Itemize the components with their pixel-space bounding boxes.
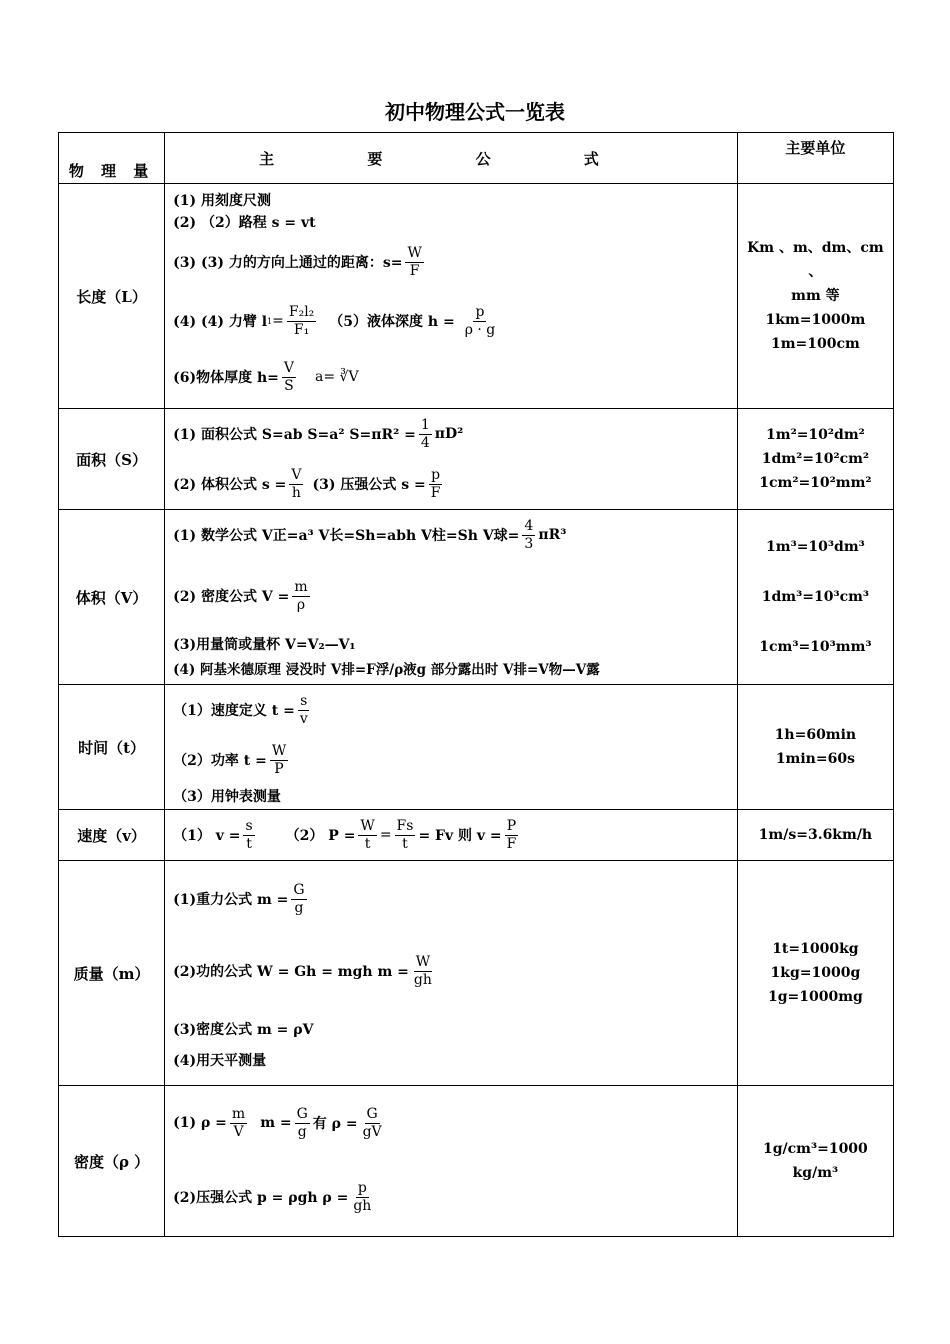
formula-line: (4)用天平测量	[173, 1053, 267, 1069]
formula-line: (1)重力公式 m = $\frac{G}{g}$	[173, 882, 305, 916]
formula-line: (2)压强公式 p = ρgh ρ = $\frac{p}{gh}$	[173, 1180, 372, 1214]
formula-line: (4) 阿基米德原理 浸没时 V排=F浮/ρ液g 部分露出时 V排=V物—V露	[173, 662, 600, 678]
fraction: $\frac{Fs}{t}$	[396, 818, 414, 852]
row-density-formulas	[165, 1086, 738, 1237]
formula-table	[58, 132, 894, 1237]
fraction: $\frac{V}{h}$	[291, 467, 302, 501]
formula-line: （1） v = $\frac{s}{t}$ （2） P = $\frac{W}{t}$ = $\frac{Fs}{t}$ = Fv 则 v = $\frac{P}{F}$	[173, 818, 517, 852]
row-volume-units: 1m³=10³dm³ 1dm³=10³cm³ 1cm³=10³mm³	[737, 510, 893, 685]
formula-line: (4) (4) 力臂 l 1 = $\frac{\text{F₂l₂}}{\text{F₁}}$ （5）液体深度 h = $\frac{p}{\rho \cdot g}$	[173, 304, 496, 338]
row-length-name: 长度（L）	[59, 184, 165, 409]
header-quantity: 物 理 量	[59, 133, 165, 184]
row-density-units: 1g/cm³=1000 kg/m³	[737, 1086, 893, 1237]
row-length-formulas	[165, 184, 738, 409]
fraction: $\frac{V}{S}$	[283, 360, 295, 394]
row-speed-name: 速度（v）	[59, 810, 165, 861]
formula-line: (2)功的公式 W = Gh = mgh m = $\frac{W}{gh}$	[173, 954, 432, 988]
row-speed-units: 1m/s=3.6km/h	[737, 810, 893, 861]
formula-line: (3)用量筒或量杯 V=V₂—V₁	[173, 637, 356, 653]
formula-line: (6)物体厚度 h= $\frac{V}{S}$ a= ∛V	[173, 360, 359, 394]
fraction: $\frac{G}{g}$	[296, 1106, 308, 1140]
formula-line: (3) (3) 力的方向上通过的距离：s= $\frac{W}{F}$	[173, 245, 422, 279]
formula-line: (3)密度公式 m = ρV	[173, 1022, 314, 1038]
formula-line: (1) 用刻度尺测	[173, 193, 271, 209]
fraction: $\frac{W}{t}$	[360, 818, 375, 852]
table-row	[59, 685, 894, 810]
page-title: 初中物理公式一览表	[385, 100, 565, 124]
row-area-name: 面积（S）	[59, 409, 165, 510]
row-time-formulas	[165, 685, 738, 810]
fraction: $\frac{W}{F}$	[407, 245, 422, 279]
row-speed-formulas	[165, 810, 738, 861]
row-area-units: 1m²=10²dm² 1dm²=10²cm² 1cm²=10²mm²	[737, 409, 893, 510]
header-formulas: 主 要 公 式	[165, 133, 738, 184]
row-time-name: 时间（t）	[59, 685, 165, 810]
table-row	[59, 409, 894, 510]
formula-line: （2）功率 t = $\frac{W}{P}$	[173, 743, 287, 777]
header-units: 主要单位	[737, 133, 893, 184]
table-row	[59, 510, 894, 685]
formula-line: (2) 密度公式 V = $\frac{m}{\rho}$	[173, 579, 308, 613]
fraction: $\frac{W}{P}$	[271, 743, 287, 777]
table-header-row	[59, 133, 894, 184]
fraction: $\frac{G}{gV}$	[362, 1106, 382, 1140]
fraction: $\frac{p}{\rho \cdot g}$	[464, 304, 496, 338]
table-row	[59, 810, 894, 861]
row-mass-units: 1t=1000kg 1kg=1000g 1g=1000mg	[737, 861, 893, 1086]
fraction: $\frac{\text{F₂l₂}}{\text{F₁}}$	[288, 304, 315, 338]
formula-line: （3）用钟表测量	[173, 789, 281, 805]
fraction: $\frac{4}{3}$	[524, 518, 534, 552]
fraction: $\frac{P}{F}$	[506, 818, 517, 852]
formula-line: (2) （2）路程 s = vt	[173, 215, 316, 231]
row-density-name: 密度（ρ ）	[59, 1086, 165, 1237]
row-volume-formulas	[165, 510, 738, 685]
fraction: $\frac{p}{gh}$	[353, 1180, 372, 1214]
formula-line: (1) ρ = $\frac{m}{V}$ m = $\frac{G}{g}$ 有 ρ = $\frac{G}{gV}$	[173, 1106, 382, 1140]
row-mass-formulas	[165, 861, 738, 1086]
fraction: $\frac{m}{\rho}$	[294, 579, 308, 613]
fraction: $\frac{G}{g}$	[293, 882, 305, 916]
table-row	[59, 1086, 894, 1237]
row-time-units: 1h=60min 1min=60s	[737, 685, 893, 810]
fraction: $\frac{s}{t}$	[245, 818, 253, 852]
formula-line: （1）速度定义 t = $\frac{s}{v}$	[173, 693, 308, 727]
fraction: $\frac{s}{v}$	[299, 693, 308, 727]
fraction: $\frac{m}{V}$	[231, 1106, 246, 1140]
formula-line: (2) 体积公式 s = $\frac{V}{h}$ (3) 压强公式 s = $\frac{p}{F}$	[173, 467, 441, 501]
row-length-units: Km 、m、dm、cm 、 mm 等 1km=1000m 1m=100cm	[737, 184, 893, 409]
row-area-formulas	[165, 409, 738, 510]
row-volume-name: 体积（V）	[59, 510, 165, 685]
formula-line: (1) 面积公式 S=ab S=a² S=πR² = $\frac{1}{4}$ πD²	[173, 417, 464, 451]
table-row	[59, 861, 894, 1086]
fraction: $\frac{1}{4}$	[420, 417, 430, 451]
fraction: $\frac{p}{F}$	[430, 467, 441, 501]
table-row	[59, 184, 894, 409]
row-mass-name: 质量（m）	[59, 861, 165, 1086]
formula-line: (1) 数学公式 V正=a³ V长=Sh=abh V柱=Sh V球= $\frac{4}{3}$ πR³	[173, 518, 567, 552]
fraction: $\frac{W}{gh}$	[413, 954, 432, 988]
